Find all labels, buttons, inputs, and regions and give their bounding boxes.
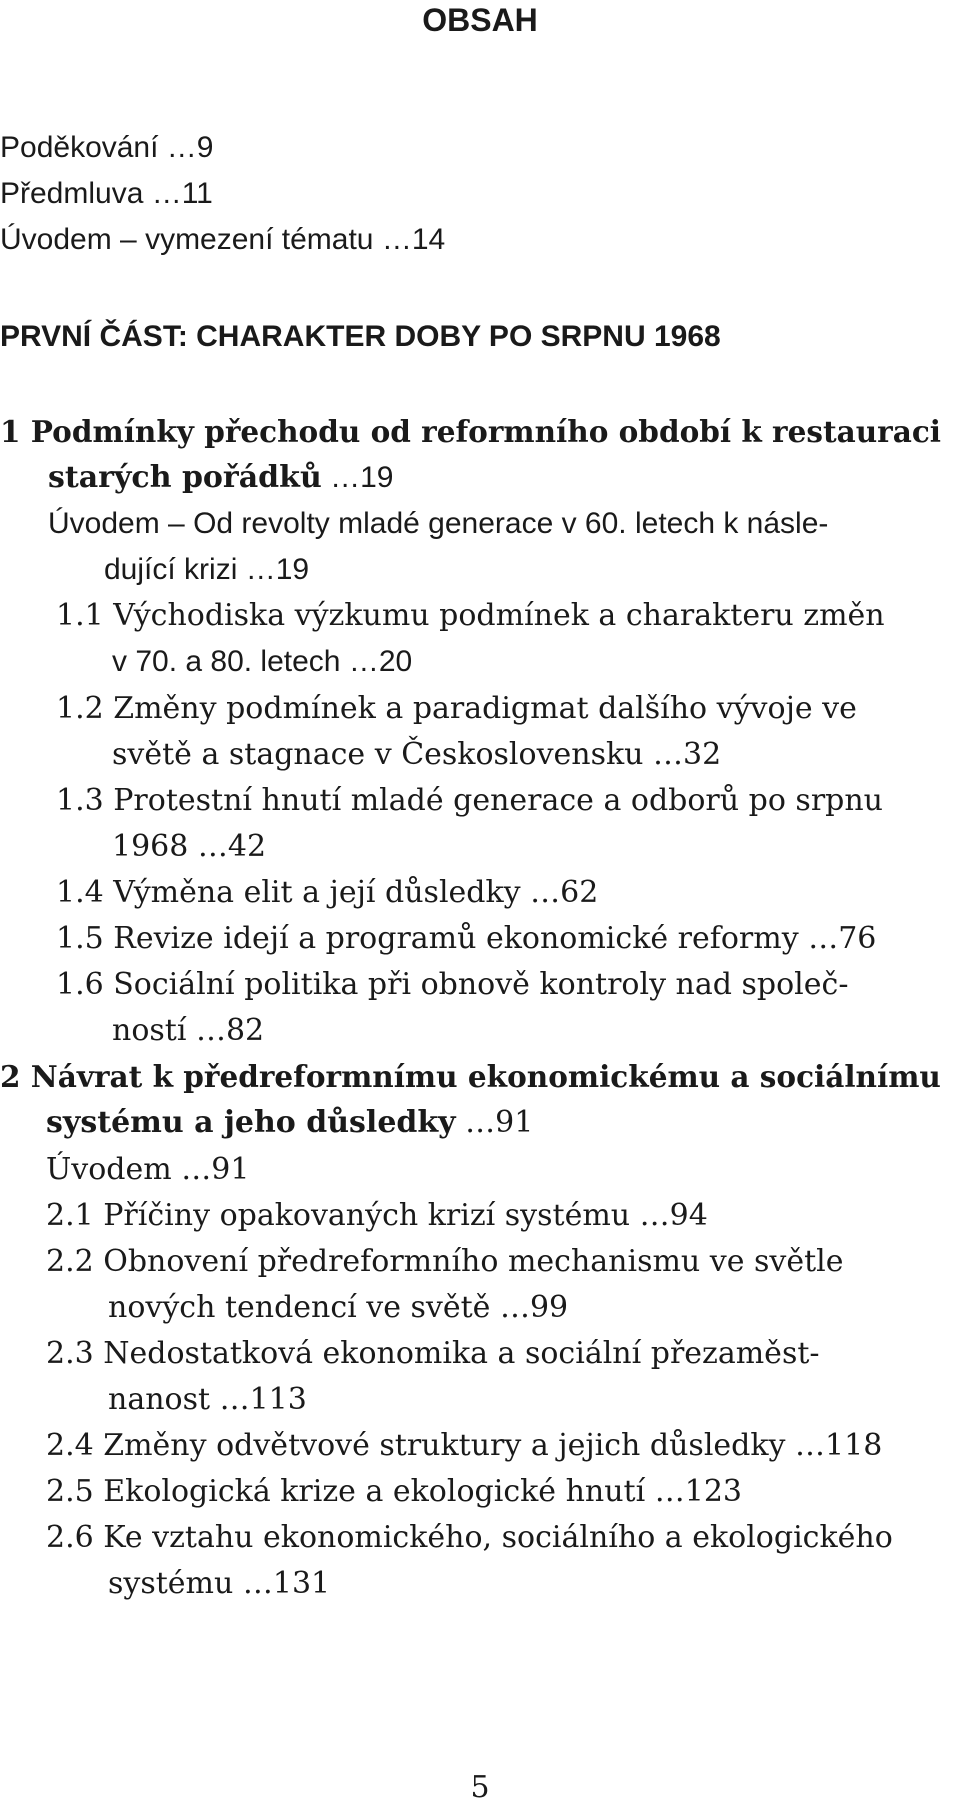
page-title: OBSAH xyxy=(422,2,538,38)
chapter-1-page: …19 xyxy=(321,461,394,494)
toc-entry-2-2-line-1[interactable]: 2.2 Obnovení předreformního mechanismu ve světle xyxy=(46,1244,844,1279)
toc-entry-1-3-line-2[interactable]: 1968 …42 xyxy=(112,829,267,864)
toc-entry-2-4[interactable]: 2.4 Změny odvětvové struktury a jejich důsledky …118 xyxy=(46,1428,883,1463)
chapter-2-title-line-2[interactable] xyxy=(46,1100,533,1146)
toc-entry-1-4[interactable]: 1.4 Výměna elit a její důsledky …62 xyxy=(56,875,599,910)
toc-entry-ch1-intro-line-1[interactable]: Úvodem – Od revolty mladé generace v 60. letech k násle- xyxy=(48,507,829,540)
toc-entry-1-2-line-1[interactable]: 1.2 Změny podmínek a paradigmat dalšího vývoje ve xyxy=(56,691,857,726)
page-number: 5 xyxy=(470,1770,490,1805)
toc-entry-introduction[interactable]: Úvodem – vymezení tématu …14 xyxy=(0,223,446,256)
chapter-1-title-line-1[interactable]: 1 Podmínky přechodu od reformního období k restauraci xyxy=(0,414,941,449)
chapter-2-page: …91 xyxy=(455,1105,534,1140)
toc-entry-2-6-line-2[interactable]: systému …131 xyxy=(108,1566,331,1601)
toc-entry-1-6-line-1[interactable]: 1.6 Sociální politika při obnově kontroly nad společ- xyxy=(56,967,849,1002)
toc-entry-1-1-line-2[interactable]: v 70. a 80. letech …20 xyxy=(112,645,413,678)
toc-entry-1-2-line-2[interactable]: světě a stagnace v Československu …32 xyxy=(112,737,722,772)
toc-entry-2-6-line-1[interactable]: 2.6 Ke vztahu ekonomického, sociálního a ekologického xyxy=(46,1520,893,1555)
part-heading: PRVNÍ ČÁST: CHARAKTER DOBY PO SRPNU 1968 xyxy=(0,320,721,353)
chapter-1-title-line-2[interactable] xyxy=(48,455,393,501)
toc-entry-2-3-line-2[interactable]: nanost …113 xyxy=(108,1382,307,1417)
toc-entry-preface[interactable]: Předmluva …11 xyxy=(0,177,213,210)
toc-entry-ch1-intro-line-2[interactable]: dující krizi …19 xyxy=(104,553,310,586)
toc-entry-1-1-line-1[interactable]: 1.1 Východiska výzkumu podmínek a charakteru změn xyxy=(56,598,885,633)
toc-entry-acknowledgements[interactable]: Poděkování …9 xyxy=(0,131,214,164)
toc-entry-1-3-line-1[interactable]: 1.3 Protestní hnutí mladé generace a odborů po srpnu xyxy=(56,783,884,818)
toc-entry-2-5[interactable]: 2.5 Ekologická krize a ekologické hnutí …123 xyxy=(46,1474,743,1509)
chapter-1-title-text: starých pořádků xyxy=(48,460,322,495)
toc-entry-1-6-line-2[interactable]: ností …82 xyxy=(112,1013,265,1048)
chapter-2-title-text: systému a jeho důsledky xyxy=(46,1105,456,1140)
toc-entry-ch2-intro[interactable]: Úvodem …91 xyxy=(46,1152,250,1187)
toc-entry-1-5[interactable]: 1.5 Revize idejí a programů ekonomické reformy …76 xyxy=(56,921,877,956)
toc-entry-2-3-line-1[interactable]: 2.3 Nedostatková ekonomika a sociální přezaměst- xyxy=(46,1336,820,1371)
toc-entry-2-1[interactable]: 2.1 Příčiny opakovaných krizí systému …94 xyxy=(46,1198,708,1233)
chapter-2-title-line-1[interactable]: 2 Návrat k předreformnímu ekonomickému a sociálnímu xyxy=(0,1059,941,1094)
toc-entry-2-2-line-2[interactable]: nových tendencí ve světě …99 xyxy=(108,1290,569,1325)
